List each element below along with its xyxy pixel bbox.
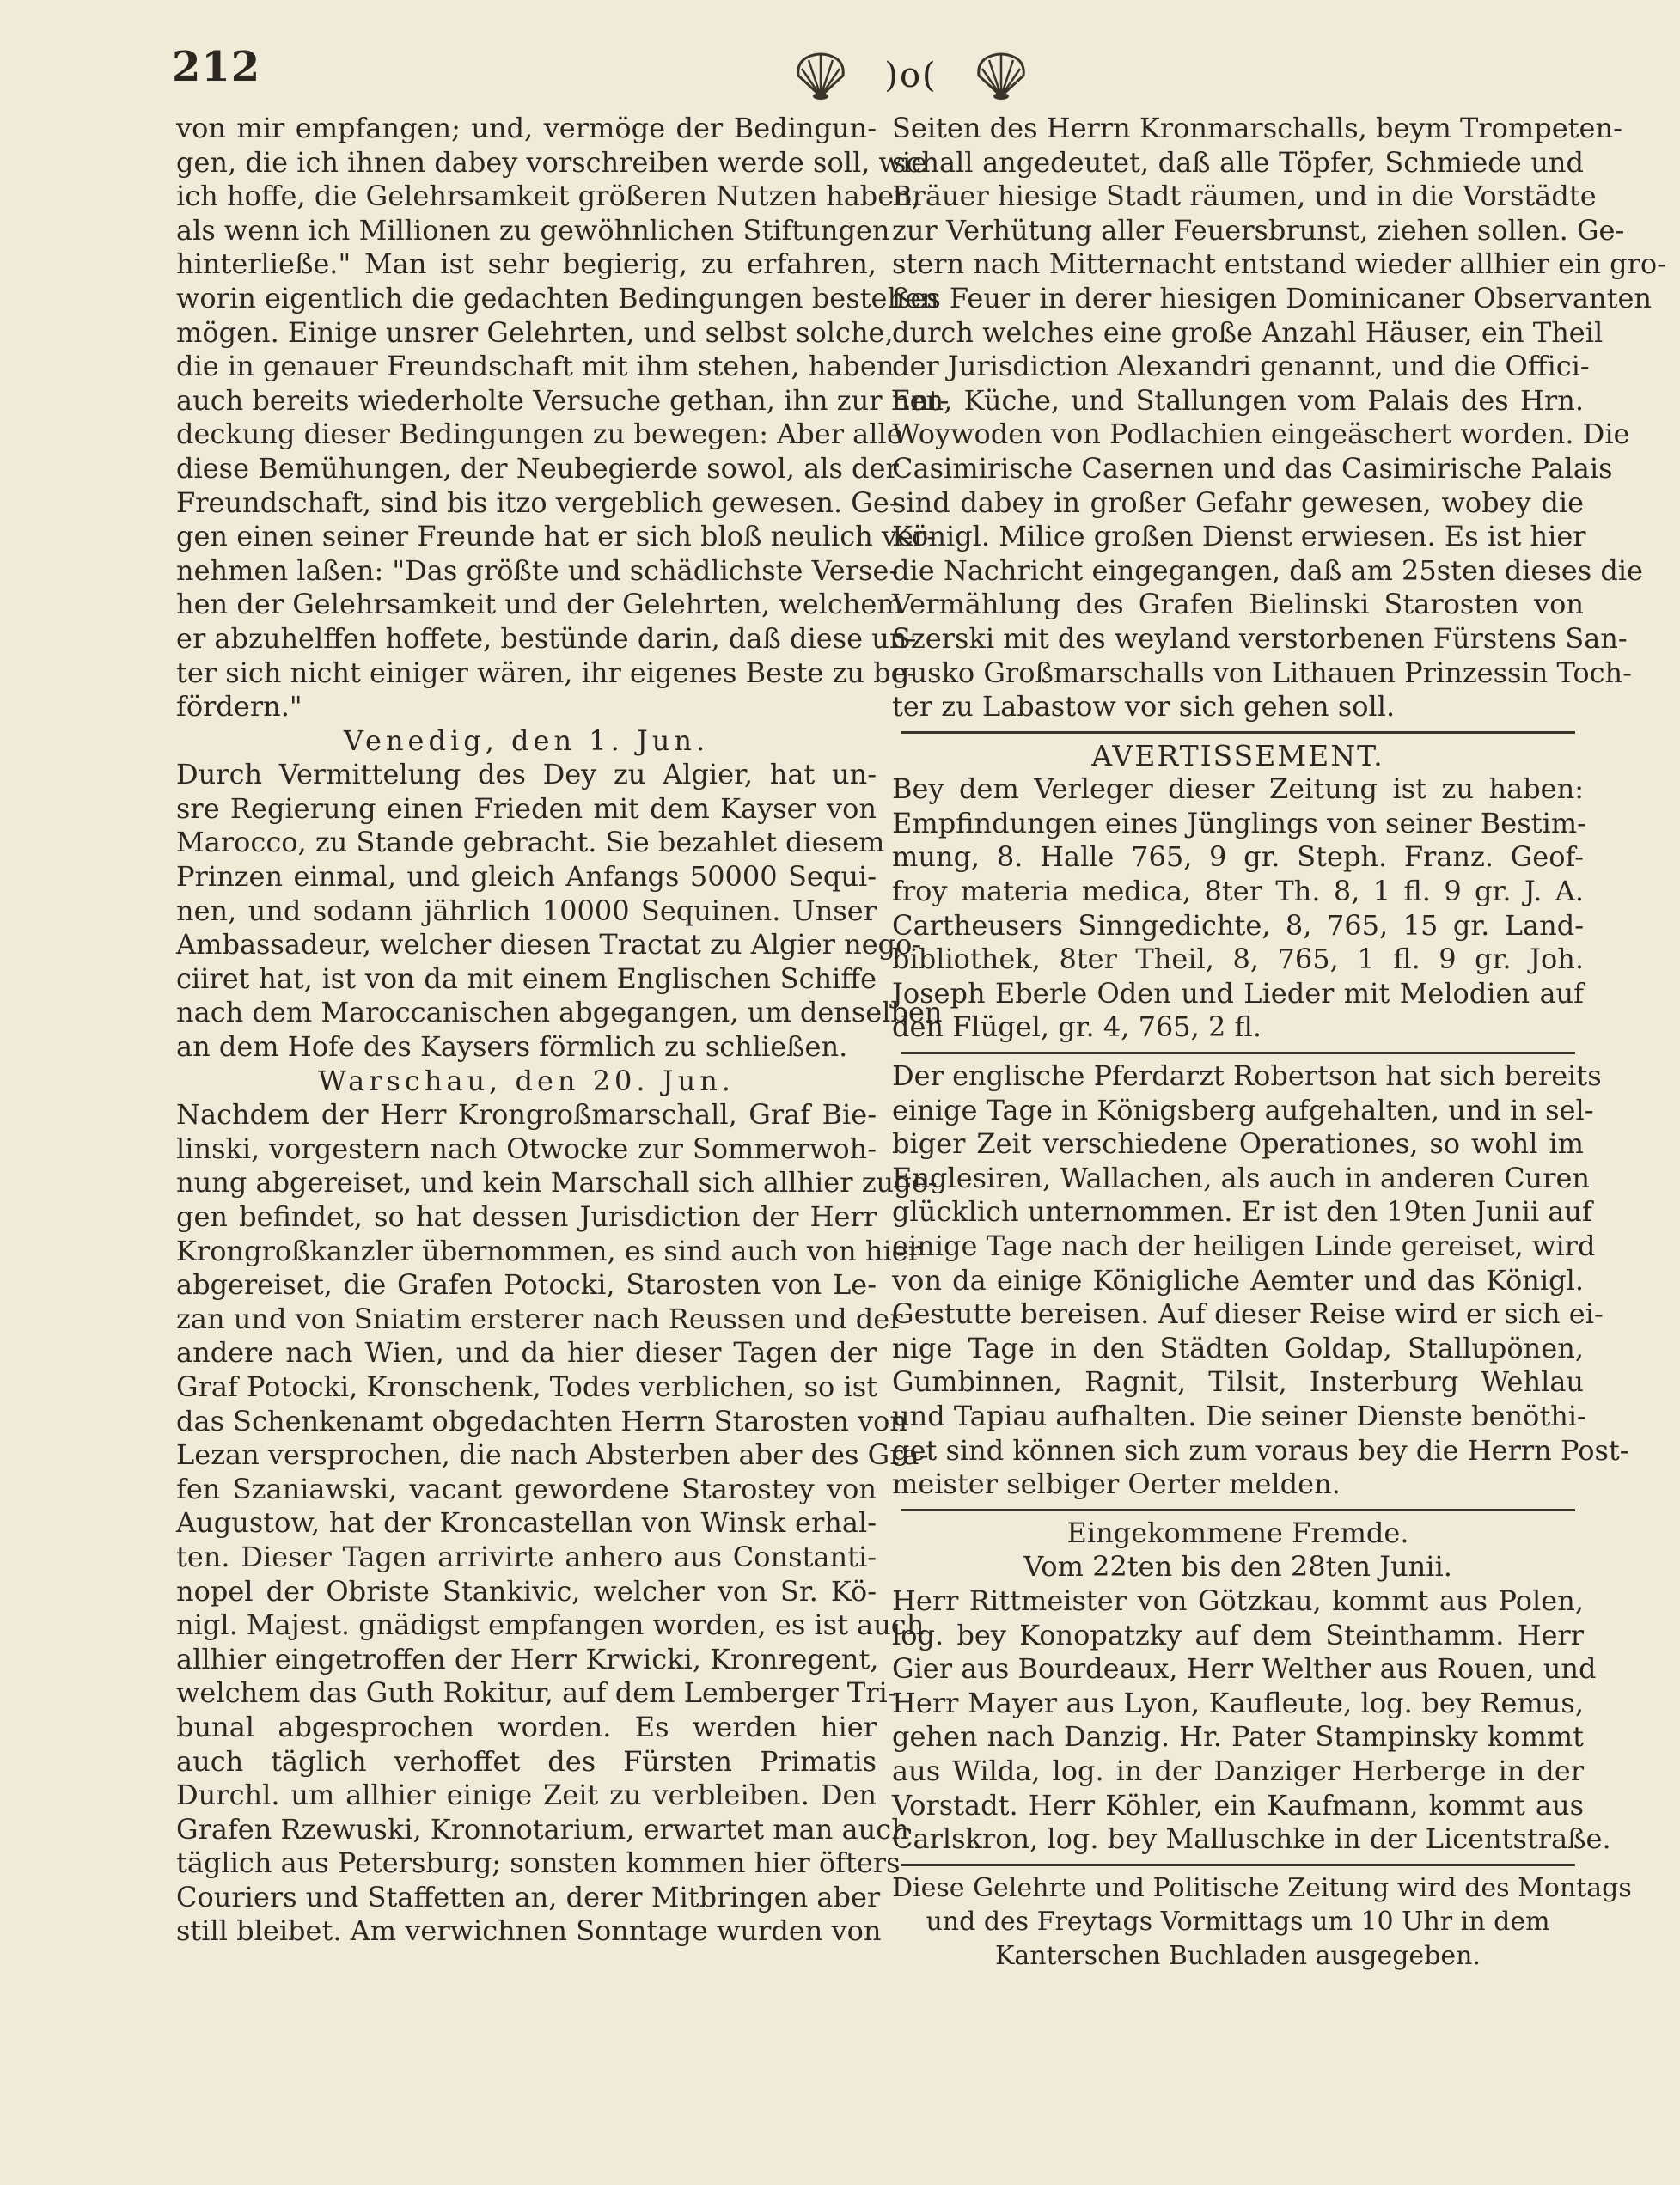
page-number: 212 xyxy=(172,43,261,91)
text-line: gen einen seiner Freunde hat er sich bloß neulich ver- xyxy=(176,520,937,553)
text-line: Englesiren, Wallachen, als auch in anderen Curen xyxy=(892,1161,1590,1194)
dateline-venedig: Venedig, den 1. Jun. xyxy=(343,723,710,757)
text-line: nach dem Maroccanischen abgegangen, um denselben xyxy=(176,996,943,1029)
text-line: als wenn ich Millionen zu gewöhnlichen Stiftungen xyxy=(176,213,890,247)
text-line: aus Wilda, log. in der Danziger Herberge in der xyxy=(892,1754,1584,1787)
text-line: Joseph Eberle Oden und Lieder mit Melodien auf xyxy=(892,976,1584,1010)
shell-ornament-icon xyxy=(972,50,1030,101)
text-line: Gier aus Bourdeaux, Herr Welther aus Rouen, und xyxy=(892,1652,1597,1686)
text-line: meister selbiger Oerter melden. xyxy=(892,1468,1341,1501)
article-continuation xyxy=(176,112,950,724)
text-line: Carlskron, log. bey Malluschke in der Licentstraße. xyxy=(892,1822,1611,1856)
text-line: Couriers und Staffetten an, derer Mitbringen aber xyxy=(176,1880,881,1913)
section-divider xyxy=(901,1864,1575,1866)
text-line: einige Tage in Königsberg aufgehalten, und in sel- xyxy=(892,1093,1594,1126)
text-line: gusko Großmarschalls von Lithauen Prinzessin Toch- xyxy=(892,656,1632,689)
text-line: Woywoden von Podlachien eingeäschert worden. Die xyxy=(892,418,1630,451)
text-line: Seiten des Herrn Kronmarschalls, beym Trompeten- xyxy=(892,112,1622,144)
text-line: von da einige Königliche Aemter und das Königl. xyxy=(892,1263,1584,1297)
text-line: bunal abgesprochen worden. Es werden hier xyxy=(176,1710,877,1743)
text-line: er abzuhelffen hoffete, bestünde darin, daß diese un- xyxy=(176,621,917,655)
text-line: sre Regierung einen Frieden mit dem Kayser von xyxy=(176,791,877,825)
text-line: mung, 8. Halle 765, 9 gr. Steph. Franz. Geof- xyxy=(892,840,1584,874)
text-line: Freundschaft, sind bis itzo vergeblich gewesen. Ge- xyxy=(176,485,899,519)
section-divider xyxy=(901,1509,1575,1511)
text-line: Der englische Pferdarzt Robertson hat sich bereits xyxy=(892,1059,1602,1093)
text-line: den Flügel, gr. 4, 765, 2 fl. xyxy=(892,1010,1262,1044)
text-line: das Schenkenamt obgedachten Herrn Starosten von xyxy=(176,1404,907,1437)
text-line: linski, vorgestern nach Otwocke zur Sommerwoh- xyxy=(176,1132,877,1165)
text-line: ich hoffe, die Gelehrsamkeit größeren Nutzen haben, xyxy=(176,180,920,213)
text-line: einige Tage nach der heiligen Linde gereiset, wird xyxy=(892,1230,1596,1262)
text-line: Graf Potocki, Kronschenk, Todes verblichen, so ist xyxy=(176,1370,877,1403)
text-line: Ambassadeur, welcher diesen Tractat zu Algier nego- xyxy=(176,928,922,961)
fremde-heading: Eingekommene Fremde. xyxy=(1066,1516,1409,1549)
text-line: Lezan versprochen, die nach Absterben aber des Gra- xyxy=(176,1438,929,1472)
text-line: worin eigentlich die gedachten Bedingungen bestehen xyxy=(176,281,939,314)
footer-line: Diese Gelehrte und Politische Zeitung wird des Montags xyxy=(892,1872,1632,1903)
text-line: auch täglich verhoffet des Fürsten Primatis xyxy=(176,1744,877,1778)
section-divider xyxy=(901,1052,1575,1054)
avertissement-section xyxy=(892,772,1584,1045)
article-venedig xyxy=(176,758,943,1064)
text-line: Cartheusers Sinngedichte, 8, 765, 15 gr. Land- xyxy=(892,908,1584,942)
text-line: still bleibet. Am verwichnen Sonntage wurden von xyxy=(176,1914,882,1948)
text-line: Königl. Milice großen Dienst erwiesen. Es ist hier xyxy=(892,520,1586,553)
text-line: Bräuer hiesige Stadt räumen, und in die Vorstädte xyxy=(892,180,1597,213)
text-line: zur Verhütung aller Feuersbrunst, ziehen sollen. Ge- xyxy=(892,213,1625,247)
header-mark: )o( xyxy=(884,56,938,95)
text-line: Vermählung des Grafen Bielinski Starosten von xyxy=(892,588,1584,621)
text-line: nung abgereiset, und kein Marschall sich allhier zuge- xyxy=(176,1166,938,1199)
text-line: bibliothek, 8ter Theil, 8, 765, 1 fl. 9 gr. Joh. xyxy=(892,943,1584,976)
text-line: nigl. Majest. gnädigst empfangen worden, es ist auch xyxy=(176,1608,925,1642)
text-line: zan und von Sniatim ersterer nach Reussen und der xyxy=(176,1302,903,1335)
text-line: andere nach Wien, und da hier dieser Tagen der xyxy=(176,1336,877,1370)
text-line: glücklich unternommen. Er ist den 19ten Junii auf xyxy=(892,1195,1592,1229)
text-line: täglich aus Petersburg; sonsten kommen hier öfters xyxy=(176,1846,901,1880)
text-line: stern nach Mitternacht entstand wieder allhier ein gro- xyxy=(892,247,1666,281)
text-line: nen, Küche, und Stallungen vom Palais des Hrn. xyxy=(892,383,1584,417)
text-line: Vorstadt. Herr Köhler, ein Kaufmann, kommt aus xyxy=(892,1788,1584,1822)
text-line: gehen nach Danzig. Hr. Pater Stampinsky kommt xyxy=(892,1720,1584,1754)
text-line: an dem Hofe des Kaysers förmlich zu schließen. xyxy=(176,1030,848,1064)
left-column xyxy=(176,112,950,1949)
text-line: hen der Gelehrsamkeit und der Gelehrten, welchem xyxy=(176,588,903,621)
text-line: fen Szaniawski, vacant gewordene Starostey von xyxy=(176,1472,877,1505)
text-line: der Jurisdiction Alexandri genannt, und die Offici- xyxy=(892,350,1590,383)
text-line: diese Bemühungen, der Neubegierde sowol, als der xyxy=(176,451,899,485)
text-line: Empfindungen eines Jünglings von seiner Bestim- xyxy=(892,806,1586,839)
text-line: nen, und sodann jährlich 10000 Sequinen. Unser xyxy=(176,894,877,927)
text-line: welchem das Guth Rokitur, auf dem Lemberger Tri- xyxy=(176,1676,897,1710)
text-line: Casimirische Casernen und das Casimirische Palais xyxy=(892,451,1613,485)
text-line: ten. Dieser Tagen arrivirte anhero aus Constanti- xyxy=(176,1540,877,1573)
text-line: und Tapiau aufhalten. Die seiner Dienste benöthi- xyxy=(892,1399,1586,1432)
text-line: auch bereits wiederholte Versuche gethan, ihn zur Ent- xyxy=(176,383,950,417)
text-line: von mir empfangen; und, vermöge der Bedingun- xyxy=(176,112,877,144)
notice-robertson xyxy=(892,1059,1629,1502)
text-line: Prinzen einmal, und gleich Anfangs 50000 Sequi- xyxy=(176,860,877,894)
text-line: Gumbinnen, Ragnit, Tilsit, Insterburg Wehlau xyxy=(892,1365,1584,1399)
text-line: Durch Vermittelung des Dey zu Algier, hat un- xyxy=(176,758,877,791)
dateline-warschau: Warschau, den 20. Jun. xyxy=(318,1064,735,1097)
footer-line: und des Freytags Vormittags um 10 Uhr in dem xyxy=(926,1907,1550,1938)
avertissement-heading: AVERTISSEMENT. xyxy=(1091,738,1384,772)
footer-line: Kanterschen Buchladen ausgegeben. xyxy=(994,1940,1481,1971)
text-line: ter sich nicht einiger wären, ihr eigenes Beste zu be- xyxy=(176,656,917,689)
text-line: Krongroßkanzler übernommen, es sind auch von hier xyxy=(176,1234,921,1267)
text-line: nehmen laßen: "Das größte und schädlichste Verse- xyxy=(176,553,899,587)
text-line: biger Zeit verschiedene Operationes, so wohl im xyxy=(892,1127,1584,1161)
text-line: mögen. Einige unsrer Gelehrten, und selbst solche, xyxy=(176,315,894,349)
text-line: sind dabey in großer Gefahr gewesen, wobey die xyxy=(892,485,1584,519)
shell-ornament-icon xyxy=(791,50,850,101)
text-line: die in genauer Freundschaft mit ihm stehen, haben xyxy=(176,350,895,383)
page-header-ornament xyxy=(705,41,1117,110)
text-line: Nachdem der Herr Krongroßmarschall, Graf Bie- xyxy=(176,1098,877,1132)
text-line: die Nachricht eingegangen, daß am 25sten dieses die xyxy=(892,553,1643,587)
text-line: nopel der Obriste Stankivic, welcher von Sr. Kö- xyxy=(176,1574,877,1608)
text-line: schall angedeutet, daß alle Töpfer, Schmiede und xyxy=(892,145,1584,179)
section-divider xyxy=(901,731,1575,734)
text-line: Augustow, hat der Kroncastellan von Winsk erhal- xyxy=(176,1506,877,1540)
text-line: nige Tage in den Städten Goldap, Stallupönen, xyxy=(892,1331,1584,1364)
text-line: deckung dieser Bedingungen zu bewegen: Aber alle xyxy=(176,418,903,451)
text-line: ßes Feuer in derer hiesigen Dominicaner Observanten xyxy=(892,281,1652,314)
text-line: Szerski mit des weyland verstorbenen Fürstens San- xyxy=(892,621,1628,655)
text-line: gen, die ich ihnen dabey vorschreiben werde soll, wie xyxy=(176,145,928,179)
text-line: get sind können sich zum voraus bey die Herrn Post- xyxy=(892,1433,1629,1467)
text-line: Bey dem Verleger dieser Zeitung ist zu haben: xyxy=(892,772,1584,806)
text-line: ter zu Labastow vor sich gehen soll. xyxy=(892,690,1396,723)
fremde-subheading: Vom 22ten bis den 28ten Junii. xyxy=(1023,1550,1452,1584)
text-line: log. bey Konopatzky auf dem Steinthamm. Herr xyxy=(892,1618,1584,1651)
fremde-section xyxy=(892,1584,1611,1857)
article-warschau-continued xyxy=(892,112,1666,724)
text-line: durch welches eine große Anzahl Häuser, ein Theil xyxy=(892,315,1604,349)
text-line: Herr Rittmeister von Götzkau, kommt aus Polen, xyxy=(892,1584,1584,1617)
text-line: Gestutte bereisen. Auf dieser Reise wird er sich ei- xyxy=(892,1297,1604,1331)
text-line: gen befindet, so hat dessen Jurisdiction der Herr xyxy=(176,1200,877,1233)
text-line: Grafen Rzewuski, Kronnotarium, erwartet man auch xyxy=(176,1812,909,1846)
text-line: abgereiset, die Grafen Potocki, Starosten von Le- xyxy=(176,1268,877,1302)
text-line: ciiret hat, ist von da mit einem Englischen Schiffe xyxy=(176,961,877,995)
text-line: Herr Mayer aus Lyon, Kaufleute, log. bey Remus, xyxy=(892,1686,1584,1719)
publication-footer xyxy=(892,1871,1632,1974)
article-warschau xyxy=(176,1098,938,1949)
text-line: froy materia medica, 8ter Th. 8, 1 fl. 9 gr. J. A. xyxy=(892,875,1584,908)
text-line: Marocco, zu Stande gebracht. Sie bezahlet diesem xyxy=(176,826,885,859)
text-line: allhier eingetroffen der Herr Krwicki, Kronregent, xyxy=(176,1642,879,1675)
text-line: fördern." xyxy=(176,690,302,723)
text-line: hinterließe." Man ist sehr begierig, zu erfahren, xyxy=(176,247,877,281)
right-column xyxy=(892,112,1666,1973)
text-line: Durchl. um allhier einige Zeit zu verbleiben. Den xyxy=(176,1779,877,1812)
